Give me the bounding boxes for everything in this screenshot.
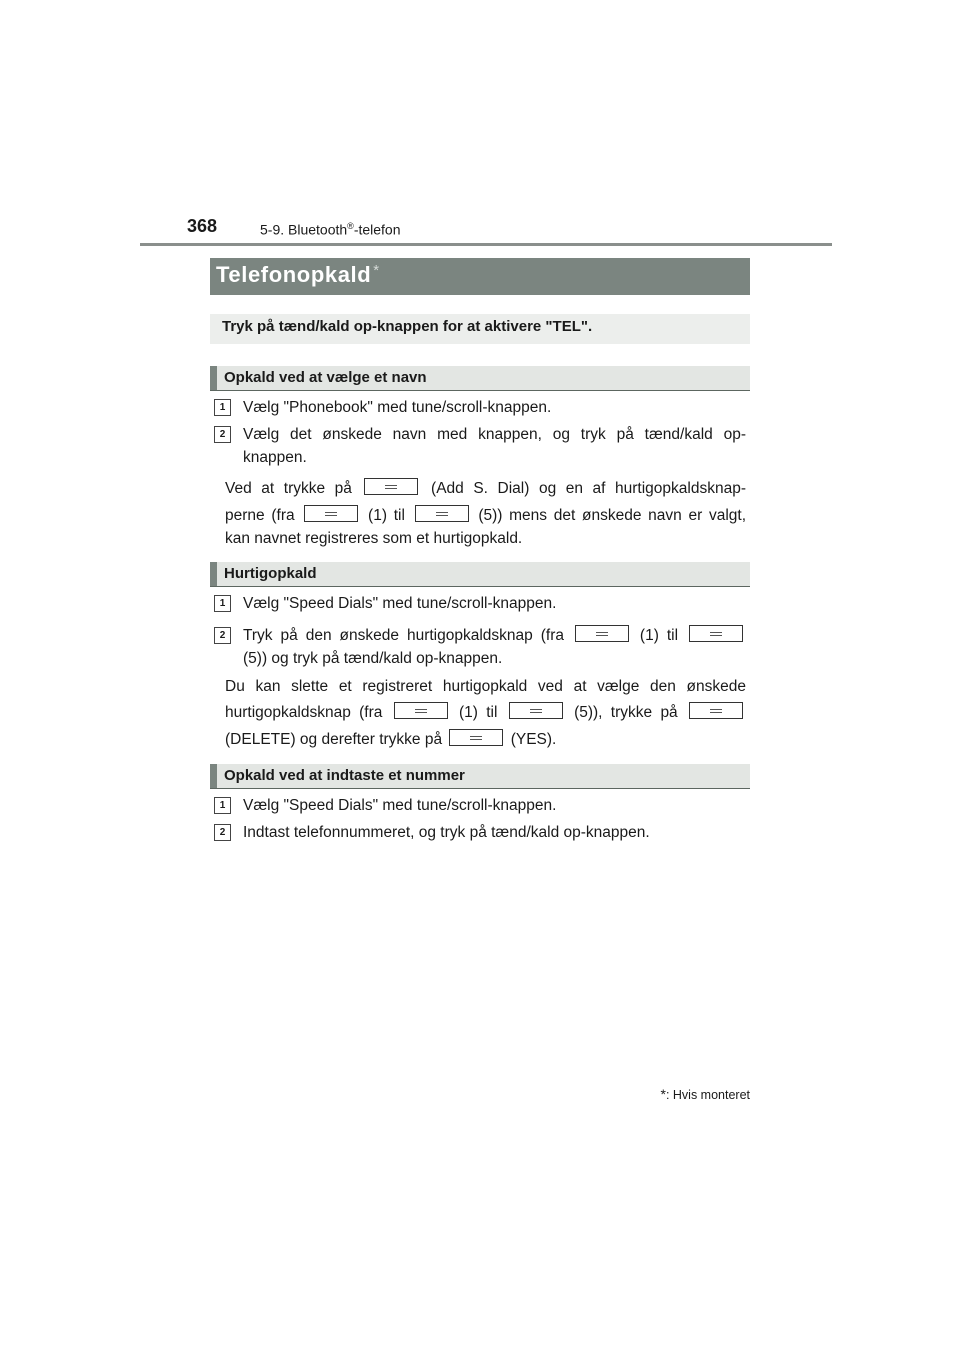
note-text: (YES). — [510, 731, 557, 748]
note-text: (5)) mens det ønskede navn er valgt, — [478, 507, 747, 524]
note-text: hurtigopkaldsknap (fra — [225, 704, 383, 721]
screen-button-icon — [415, 505, 469, 522]
note-line — [225, 504, 746, 527]
footnote-star: * — [660, 1086, 666, 1102]
section-suffix: -telefon — [353, 221, 401, 238]
screen-button-icon — [304, 505, 358, 522]
header-divider — [140, 243, 832, 246]
note-text: (1) til — [368, 507, 405, 524]
footnote — [640, 1086, 750, 1102]
step-number: 2 — [214, 627, 231, 644]
step-number: 1 — [214, 595, 231, 612]
page-number: 368 — [187, 216, 218, 236]
title-asterisk: * — [373, 262, 380, 279]
screen-button-icon — [364, 478, 418, 495]
screen-button-icon — [689, 625, 743, 642]
note-text: (1) til — [459, 704, 498, 721]
page-title — [216, 262, 380, 288]
section-reference — [260, 221, 401, 238]
note-line — [225, 477, 746, 500]
step-text: Vælg det ønskede navn med knappen, og tryk på tænd/kald op- — [243, 426, 746, 443]
step-text-part: (1) til — [639, 627, 679, 644]
step-text-part: Tryk på den ønskede hurtigopkaldsknap (fra — [243, 627, 564, 644]
step-number: 2 — [214, 824, 231, 841]
registered-mark: ® — [347, 221, 354, 231]
section-heading-speed: Hurtigopkald — [224, 565, 317, 582]
note-text: (5)), trykke på — [574, 704, 678, 721]
screen-button-icon — [575, 625, 629, 642]
step-text: Indtast telefonnummeret, og tryk på tænd/kald op-knappen. — [243, 824, 650, 841]
step-text: Vælg "Speed Dials" med tune/scroll-knappen. — [243, 595, 557, 612]
note-text: (DELETE) og derefter trykke på — [225, 731, 443, 748]
screen-button-icon — [689, 702, 743, 719]
section-prefix: 5-9. Bluetooth — [260, 221, 348, 238]
step-text — [243, 624, 746, 647]
step-text: (5)) og tryk på tænd/kald op-knappen. — [243, 650, 503, 667]
note-line — [225, 728, 556, 751]
screen-button-icon — [394, 702, 448, 719]
section-heading-number: Opkald ved at indtaste et nummer — [224, 767, 465, 784]
page-title-text: Telefonopkald — [216, 262, 372, 287]
step-text: Vælg "Phonebook" med tune/scroll-knappen. — [243, 399, 552, 416]
note-line: kan navnet registreres som et hurtigopkald. — [225, 530, 523, 547]
step-text: Vælg "Speed Dials" med tune/scroll-knappen. — [243, 797, 557, 814]
intro-text: Tryk på tænd/kald op-knappen for at aktivere "TEL". — [222, 318, 593, 335]
screen-button-icon — [449, 729, 503, 746]
note-line — [225, 701, 746, 724]
footnote-text: : Hvis monteret — [665, 1088, 750, 1102]
step-number: 1 — [214, 797, 231, 814]
section-heading-name: Opkald ved at vælge et navn — [224, 369, 427, 386]
note-text: perne (fra — [225, 507, 295, 524]
note-text: (Add S. Dial) og en af hurtigopkaldsknap- — [431, 480, 746, 497]
note-line: Du kan slette et registreret hurtigopkald ved at vælge den ønskede — [225, 678, 746, 695]
screen-button-icon — [509, 702, 563, 719]
step-text: knappen. — [243, 449, 307, 466]
step-number: 1 — [214, 399, 231, 416]
note-text: Ved at trykke på — [225, 480, 352, 497]
step-number: 2 — [214, 426, 231, 443]
